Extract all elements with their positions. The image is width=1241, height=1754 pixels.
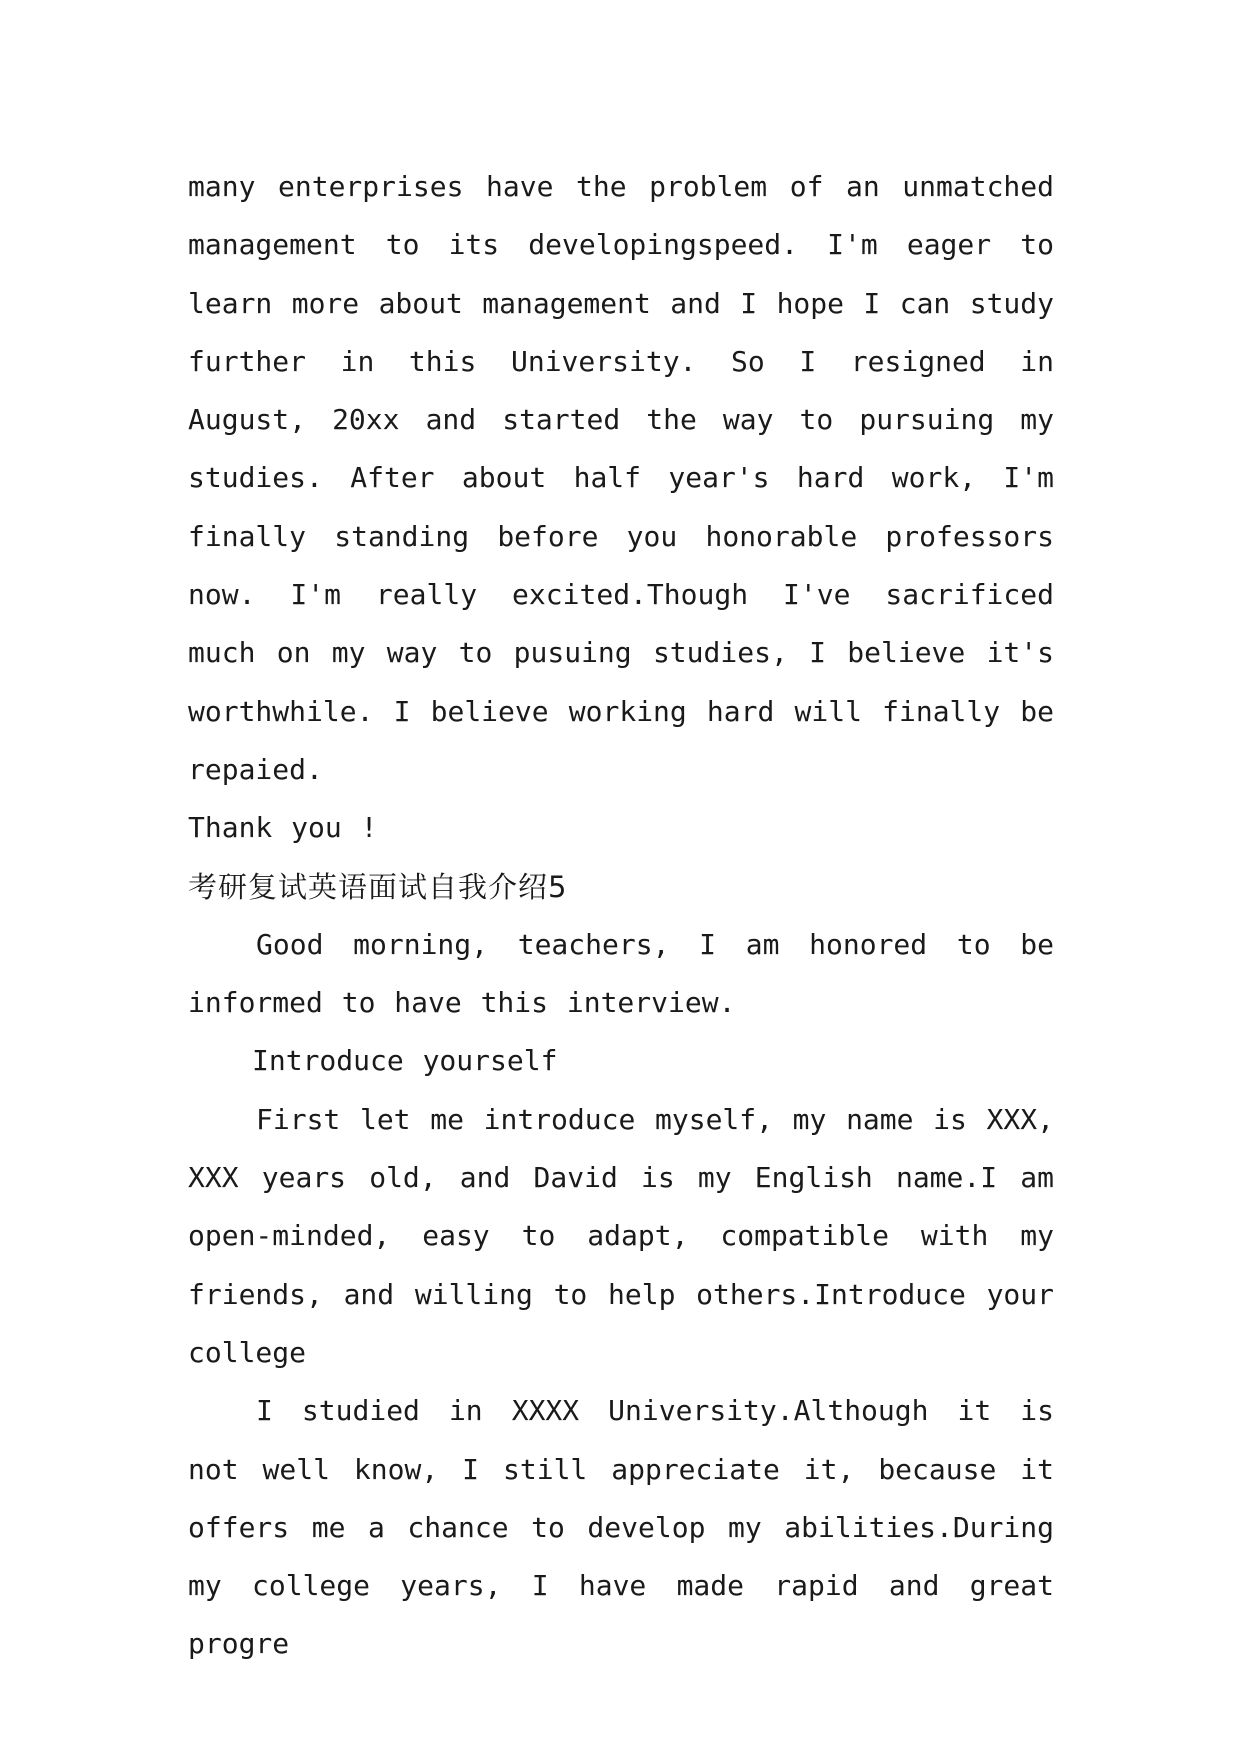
section-heading: 考研复试英语面试自我介绍5: [188, 869, 568, 904]
intro-paragraph: First let me introduce myself, my name is XXX, XXX years old, and David is my English name.I am open-minded, easy to adapt, compatible with my friends, and willing to help others.Introduce your college: [188, 1102, 1054, 1369]
greeting-paragraph: Good morning, teachers, I am honored to be informed to have this interview.: [188, 927, 1054, 1020]
college-paragraph: I studied in XXXX University.Although it is not well know, I still appreciate it, because it offers me a chance to develop my abilities.During my college years, I have made rapid and great progre: [188, 1394, 1054, 1661]
closing-line: Thank you !: [188, 811, 378, 845]
continuation-paragraph: many enterprises have the problem of an unmatched management to its developingspeed. I'm eager to learn more about management and I hope I can study further in this University. So I resigned in August, 20xx and started the way to pursuing my studies. After about half year's hard work, I'm finally standing before you honorable professors now. I'm really excited.Though I've sacrificed much on my way to pusuing studies, I believe it's worthwhile. I believe working hard will finally be repaied.: [188, 170, 1054, 786]
subheading-introduce-yourself: Introduce yourself: [252, 1044, 558, 1078]
document-body: [188, 158, 1054, 1674]
